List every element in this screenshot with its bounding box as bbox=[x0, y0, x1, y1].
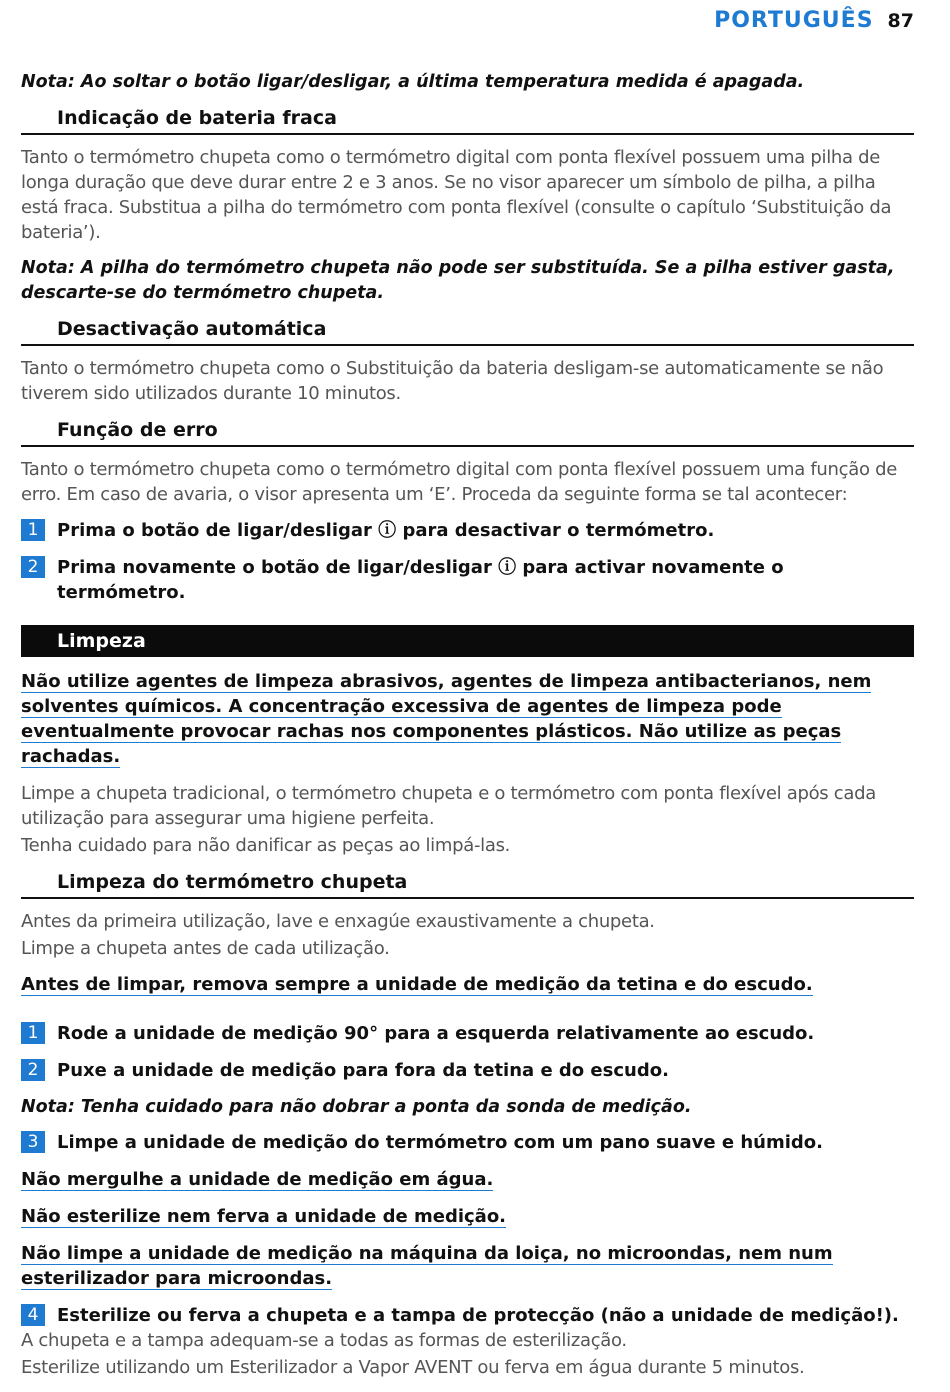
paragraph-cleaning-1: Limpe a chupeta tradicional, o termómetro chupeta e o termómetro com ponta flexível após cada utilização para assegurar uma higiene perfeita. bbox=[21, 783, 876, 829]
paragraph-final-1: A chupeta e a tampa adequam-se a todas as formas de esterilização. bbox=[21, 1330, 627, 1351]
page-number: 87 bbox=[887, 10, 914, 32]
warning-text: Não utilize agentes de limpeza abrasivos, agentes de limpeza antibacterianos, nem solventes químicos. A concentração excessiva de agentes de limpeza pode eventualmente provocar rachas nos componentes plásticos. Não utilize as peças rachadas. bbox=[21, 671, 872, 767]
paragraph-pacifier-2: Limpe a chupeta antes de cada utilização. bbox=[21, 938, 390, 959]
page-header bbox=[714, 8, 914, 33]
note-probe: Nota: Tenha cuidado para não dobrar a ponta da sonda de medição. bbox=[21, 1097, 692, 1117]
warning-no-sterilize bbox=[21, 1204, 914, 1229]
step-pacifier-1 bbox=[21, 1021, 914, 1046]
paragraph-final-2: Esterilize utilizando um Esterilizador a Vapor AVENT ou ferva em água durante 5 minutos. bbox=[21, 1357, 805, 1378]
warning-text: Não limpe a unidade de medição na máquina da loiça, no microondas, nem num esterilizador para microondas. bbox=[21, 1243, 833, 1289]
warning-text: Não mergulhe a unidade de medição em água. bbox=[21, 1169, 494, 1190]
step-text: Prima o botão de ligar/desligar ⓘ para desactivar o termómetro. bbox=[57, 520, 715, 541]
step-text: Rode a unidade de medição 90° para a esquerda relativamente ao escudo. bbox=[57, 1023, 815, 1044]
section-cleaning-title: Limpeza bbox=[21, 625, 914, 657]
warning-text: Antes de limpar, remova sempre a unidade de medição da tetina e do escudo. bbox=[21, 974, 813, 995]
paragraph-auto-off: Tanto o termómetro chupeta como o Substituição da bateria desligam-se automaticamente se não tiverem sido utilizados durante 10 minutos. bbox=[21, 358, 884, 404]
step-text: Puxe a unidade de medição para fora da tetina e do escudo. bbox=[57, 1060, 669, 1081]
step-pacifier-2 bbox=[21, 1058, 914, 1083]
step-number: 2 bbox=[21, 556, 45, 578]
note-battery: Nota: A pilha do termómetro chupeta não pode ser substituída. Se a pilha estiver gasta, descarte-se do termómetro chupeta. bbox=[21, 258, 895, 303]
step-pacifier-4 bbox=[21, 1303, 914, 1328]
step-number: 2 bbox=[21, 1059, 45, 1081]
language-label: PORTUGUÊS bbox=[714, 8, 874, 33]
warning-cleaning-agents bbox=[21, 669, 914, 769]
step-number: 3 bbox=[21, 1131, 45, 1153]
step-number: 1 bbox=[21, 519, 45, 541]
paragraph-battery: Tanto o termómetro chupeta como o termómetro digital com ponta flexível possuem uma pilha de longa duração que deve durar entre 2 e 3 anos. Se no visor aparecer um símbolo de pilha, a pilha está fraca. Substitua a pilha do termómetro com ponta flexível (consulte o capítulo ‘Substituição da bateria’). bbox=[21, 147, 892, 243]
warning-no-water bbox=[21, 1167, 914, 1192]
step-text: Prima novamente o botão de ligar/desligar ⓘ para activar novamente o termómetro. bbox=[57, 557, 784, 603]
step-text: Limpe a unidade de medição do termómetro com um pano suave e húmido. bbox=[57, 1132, 823, 1153]
step-error-2 bbox=[21, 555, 914, 605]
heading-low-battery: Indicação de bateria fraca bbox=[21, 105, 914, 135]
step-pacifier-3 bbox=[21, 1130, 914, 1155]
paragraph-error: Tanto o termómetro chupeta como o termómetro digital com ponta flexível possuem uma função de erro. Em caso de avaria, o visor apresenta um ‘E’. Proceda da seguinte forma se tal acontecer: bbox=[21, 459, 897, 505]
warning-text: Não esterilize nem ferva a unidade de medição. bbox=[21, 1206, 507, 1227]
note-temperature: Nota: Ao soltar o botão ligar/desligar, a última temperatura medida é apagada. bbox=[21, 72, 805, 92]
page-content bbox=[21, 70, 914, 1391]
step-text: Esterilize ou ferva a chupeta e a tampa de protecção (não a unidade de medição!). bbox=[57, 1305, 899, 1326]
step-number: 1 bbox=[21, 1022, 45, 1044]
paragraph-pacifier-1: Antes da primeira utilização, lave e enxagúe exaustivamente a chupeta. bbox=[21, 911, 655, 932]
heading-pacifier-cleaning: Limpeza do termómetro chupeta bbox=[21, 869, 914, 899]
step-number: 4 bbox=[21, 1304, 45, 1326]
warning-no-dishwasher bbox=[21, 1241, 914, 1291]
heading-auto-off: Desactivação automática bbox=[21, 316, 914, 346]
paragraph-cleaning-2: Tenha cuidado para não danificar as peças ao limpá-las. bbox=[21, 835, 511, 856]
heading-error-function: Função de erro bbox=[21, 417, 914, 447]
warning-remove-unit bbox=[21, 972, 914, 997]
step-error-1 bbox=[21, 518, 914, 543]
